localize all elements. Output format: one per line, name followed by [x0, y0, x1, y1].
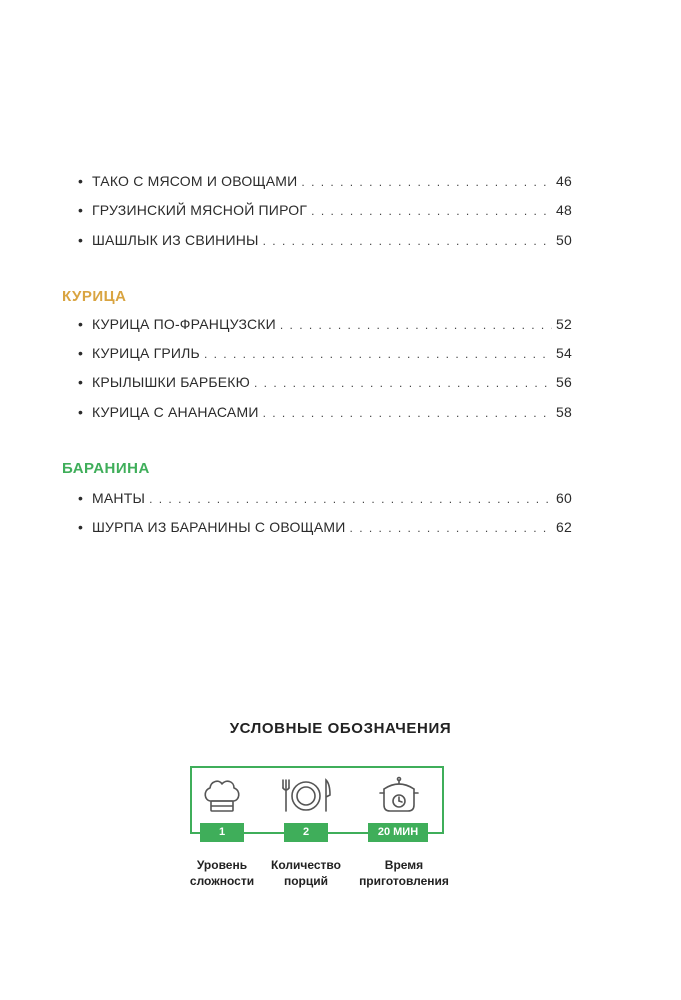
label-line: Количество [271, 858, 341, 872]
label-line: Время [384, 858, 424, 872]
bullet: • [78, 345, 84, 361]
toc-entry[interactable] [78, 232, 572, 252]
toc-entry-page: 60 [556, 490, 572, 506]
cooking-pot-timer-icon [376, 775, 422, 819]
toc-entry-page: 50 [556, 232, 572, 248]
toc-entry-title: ТАКО С МЯСОМ И ОВОЩАМИ [92, 173, 298, 189]
bullet: • [78, 519, 84, 535]
toc-entry[interactable] [78, 345, 572, 365]
bullet: • [78, 404, 84, 420]
toc-entry-page: 62 [556, 519, 572, 535]
plate-cutlery-icon [280, 775, 332, 817]
toc-entry[interactable] [78, 490, 572, 510]
toc-entry[interactable] [78, 374, 572, 394]
toc-entry-title: КУРИЦА ГРИЛЬ [92, 345, 200, 361]
bullet: • [78, 173, 84, 189]
dot-leader [280, 318, 552, 332]
toc-entry-title: ГРУЗИНСКИЙ МЯСНОЙ ПИРОГ [92, 202, 308, 218]
servings-badge: 2 [284, 823, 328, 842]
toc-entry-page: 54 [556, 345, 572, 361]
section-heading-chicken: КУРИЦА [62, 288, 127, 305]
bullet: • [78, 490, 84, 506]
bullet: • [78, 316, 84, 332]
dot-leader [263, 234, 552, 248]
dot-leader [350, 521, 552, 535]
legend-title: УСЛОВНЫЕ ОБОЗНАЧЕНИЯ [229, 720, 452, 737]
bullet: • [78, 374, 84, 390]
dot-leader [263, 406, 552, 420]
label-line: Уровень [196, 858, 248, 872]
toc-entry[interactable] [78, 404, 572, 424]
dot-leader [204, 347, 552, 361]
dot-leader [301, 175, 552, 189]
dot-leader [254, 376, 552, 390]
toc-entry-title: ШУРПА ИЗ БАРАНИНЫ С ОВОЩАМИ [92, 519, 346, 535]
toc-entry-title: ШАШЛЫК ИЗ СВИНИНЫ [92, 232, 259, 248]
bullet: • [78, 202, 84, 218]
toc-entry-page: 52 [556, 316, 572, 332]
label-line: сложности [189, 874, 255, 888]
toc-entry-page: 56 [556, 374, 572, 390]
section-heading-lamb: БАРАНИНА [62, 460, 150, 477]
toc-entry-page: 48 [556, 202, 572, 218]
time-label [352, 857, 456, 889]
dot-leader [149, 492, 552, 506]
label-line: порций [283, 874, 329, 888]
dot-leader [311, 204, 552, 218]
toc-entry[interactable] [78, 202, 572, 222]
time-badge: 20 МИН [368, 823, 428, 842]
toc-entry[interactable] [78, 173, 572, 193]
toc-entry-title: КУРИЦА С АНАНАСАМИ [92, 404, 259, 420]
difficulty-badge: 1 [200, 823, 244, 842]
toc-entry-page: 46 [556, 173, 572, 189]
servings-label [264, 857, 348, 889]
difficulty-label [180, 857, 264, 889]
toc-entry-title: КРЫЛЫШКИ БАРБЕКЮ [92, 374, 250, 390]
toc-entry[interactable] [78, 519, 572, 539]
toc-entry-page: 58 [556, 404, 572, 420]
chef-hat-icon [200, 775, 244, 817]
label-line: приготовления [359, 874, 449, 888]
toc-entry-title: КУРИЦА ПО-ФРАНЦУЗСКИ [92, 316, 276, 332]
bullet: • [78, 232, 84, 248]
toc-entry[interactable] [78, 316, 572, 336]
toc-entry-title: МАНТЫ [92, 490, 146, 506]
